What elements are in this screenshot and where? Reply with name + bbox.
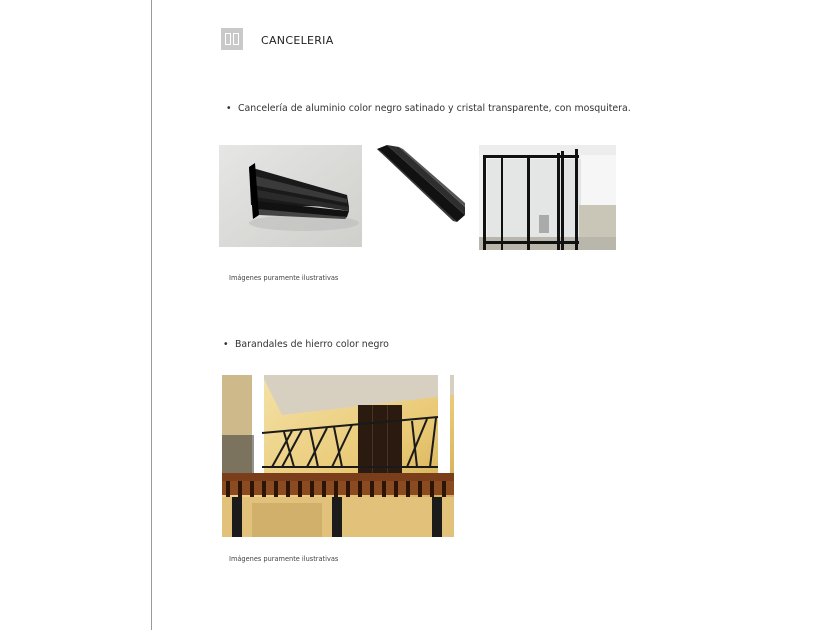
bullet-item-barandales xyxy=(223,339,389,350)
page-margin-line xyxy=(151,0,152,630)
image-caption: Imágenes puramente ilustrativas xyxy=(229,274,339,282)
window-icon xyxy=(221,28,243,50)
sliding-glass-door-photo xyxy=(479,145,616,250)
bullet-icon: • xyxy=(226,103,232,114)
bullet-icon: • xyxy=(223,339,229,350)
bullet-text: Barandales de hierro color negro xyxy=(235,339,389,350)
image-caption: Imágenes puramente ilustrativas xyxy=(229,555,339,563)
angle-profile-photo xyxy=(373,145,465,222)
bullet-text: Cancelería de aluminio color negro satinado y cristal transparente, con mosquitera. xyxy=(238,103,631,114)
aluminum-profile-photo xyxy=(219,145,362,247)
iron-railing-balcony-photo xyxy=(222,375,454,537)
bullet-item-canceleria xyxy=(226,103,631,114)
section-title: CANCELERIA xyxy=(261,34,334,47)
